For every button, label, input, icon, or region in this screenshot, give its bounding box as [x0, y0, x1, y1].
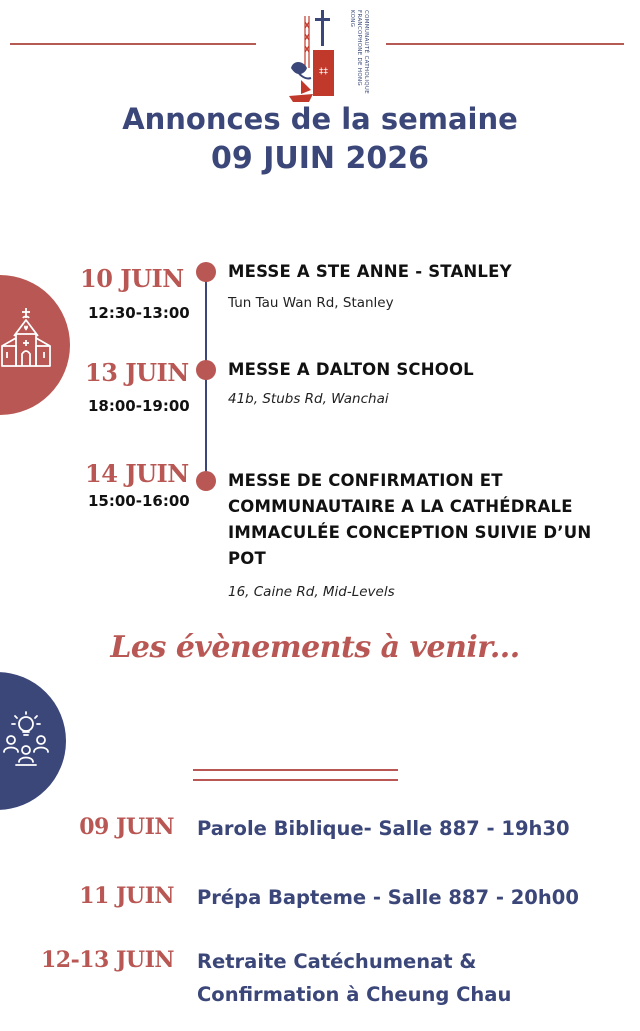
event-title: MESSE A STE ANNE - STANLEY	[228, 262, 512, 281]
event-date: 10 JUIN	[80, 264, 184, 293]
upcoming-heading: Les évènements à venir...	[110, 630, 520, 665]
event-time: 15:00-16:00	[88, 492, 190, 510]
logo-text: COMMUNAUTÉ CATHOLIQUE FRANCOPHONE DE HONG KONG	[349, 10, 369, 94]
event-date: 13 JUIN	[85, 358, 189, 387]
event-time: 18:00-19:00	[88, 397, 190, 415]
church-icon	[0, 306, 58, 370]
event-title: MESSE A DALTON SCHOOL	[228, 360, 474, 379]
divider-rule	[193, 779, 398, 781]
upcoming-date: 12-13 JUIN	[40, 947, 174, 973]
event-location: Tun Tau Wan Rd, Stanley	[228, 295, 394, 311]
upcoming-text: Retraite Catéchumenat & Confirmation à Cheung Chau	[197, 950, 512, 1006]
timeline-dot	[196, 360, 216, 380]
page-date: 09 JUIN 2026	[211, 141, 429, 176]
event-date: 14 JUIN	[85, 459, 189, 488]
timeline-dot	[196, 471, 216, 491]
event-title: MESSE DE CONFIRMATION ET COMMUNAUTAIRE A LA CATHÉDRALE IMMACULÉE CONCEPTION SUIVIE D’UN POT	[228, 471, 592, 568]
upcoming-date: 09 JUIN	[79, 814, 174, 840]
header-rule-left	[10, 43, 256, 45]
svg-text:‡‡: ‡‡	[319, 67, 328, 77]
divider-rule	[193, 769, 398, 771]
upcoming-date: 11 JUIN	[79, 883, 174, 909]
group-idea-icon	[2, 710, 60, 772]
event-time: 12:30-13:00	[88, 304, 190, 322]
upcoming-text: Parole Biblique- Salle 887 - 19h30	[197, 817, 570, 840]
event-location: 41b, Stubs Rd, Wanchai	[228, 391, 389, 407]
header-rule-right	[386, 43, 624, 45]
page-title: Annonces de la semaine	[122, 102, 518, 136]
timeline-dot	[196, 262, 216, 282]
upcoming-text: Prépa Bapteme - Salle 887 - 20h00	[197, 886, 579, 909]
event-location: 16, Caine Rd, Mid-Levels	[228, 584, 395, 600]
